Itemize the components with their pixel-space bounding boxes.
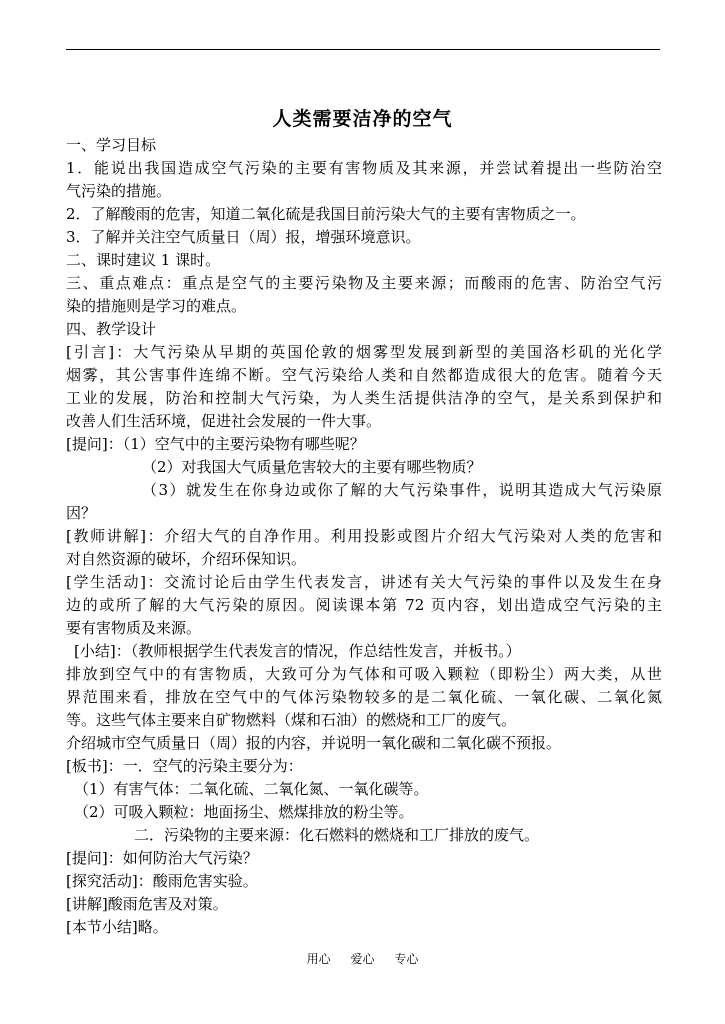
section-heading-focus: 三、重点难点：重点是空气的主要污染物及主要来源；而酸雨的危害、防治空气污 — [66, 274, 662, 292]
text-line: 3．了解并关注空气质量日（周）报，增强环境意识。 — [66, 228, 421, 246]
text-line: [学生活动]：交流讨论后由学生代表发言，讲述有关大气污染的事件以及发生在身 — [66, 573, 662, 591]
text-line: [探究活动]：酸雨危害实验。 — [66, 872, 258, 890]
board-line: （1）有害气体：二氧化硫、二氧化氮、一氧化碳等。 — [74, 780, 429, 798]
text-line: 介绍城市空气质量日（周）报的内容，并说明一氧化碳和二氧化碳不预报。 — [66, 734, 562, 752]
text-line: 边的或所了解的大气污染的原因。阅读课本第 72 页内容，划出造成空气污染的主 — [66, 596, 662, 614]
text-line: 因？ — [66, 504, 97, 522]
text-line: 排放到空气中的有害物质，大致可分为气体和可吸入颗粒（即粉尘）两大类，从世 — [66, 665, 662, 683]
footer-item: 用心 — [306, 952, 331, 966]
text-line: 烟雾，其公害事件连绵不断。空气污染给人类和自然都造成很大的危害。随着今天 — [66, 366, 662, 384]
text-line: 等。这些气体主要来自矿物燃料（煤和石油）的燃烧和工厂的废气。 — [66, 711, 517, 729]
section-heading-goals: 一、学习目标 — [66, 136, 157, 154]
text-line: 1．能说出我国造成空气污染的主要有害物质及其来源，并尝试着提出一些防治空 — [66, 159, 662, 177]
document-title: 人类需要洁净的空气 — [272, 108, 453, 130]
text-line: [本节小结]略。 — [66, 918, 168, 936]
question-line: （3）就发生在你身边或你了解的大气污染事件，说明其造成大气污染原 — [142, 481, 662, 499]
text-line: 要有害物质及来源。 — [66, 619, 202, 637]
question-line: （2）对我国大气质量危害较大的主要有哪些物质？ — [142, 458, 482, 476]
document-body — [66, 134, 662, 939]
text-line: 界范围来看，排放在空气中的气体污染物较多的是二氧化硫、一氧化碳、二氧化氮 — [66, 688, 662, 706]
text-line: 工业的发展，防治和控制大气污染，为人类生活提供洁净的空气，是关系到保护和 — [66, 389, 662, 407]
text-line: 改善人们生活环境，促进社会发展的一件大事。 — [66, 412, 382, 430]
text-line: [引言]：大气污染从早期的英国伦敦的烟雾型发展到新型的美国洛杉矶的光化学 — [66, 343, 662, 361]
text-line: [小结]：（教师根据学生代表发言的情况，作总结性发言，并板书。） — [74, 642, 521, 660]
text-line: [教师讲解]：介绍大气的自净作用。利用投影或图片介绍大气污染对人类的危害和 — [66, 527, 662, 545]
board-line: 二．污染物的主要来源：化石燃料的燃烧和工厂排放的废气。 — [134, 826, 540, 844]
question-line: [提问]：（1）空气中的主要污染物有哪些呢？ — [66, 435, 365, 453]
text-line: [讲解]酸雨危害及对策。 — [66, 895, 228, 913]
page-footer — [0, 950, 725, 967]
text-line: 气污染的措施。 — [66, 182, 172, 200]
section-heading-hours: 二、课时建议 1 课时。 — [66, 251, 221, 269]
board-line: [板书]：一．空气的污染主要分为： — [66, 757, 303, 775]
section-heading-design: 四、教学设计 — [66, 320, 157, 338]
board-line: （2）可吸入颗粒：地面扬尘、燃煤排放的粉尘等。 — [74, 803, 414, 821]
footer-item: 爱心 — [350, 952, 375, 966]
text-line: 2．了解酸雨的危害，知道二氧化硫是我国目前污染大气的主要有害物质之一。 — [66, 205, 586, 223]
header-rule — [66, 49, 660, 50]
text-line: 染的措施则是学习的难点。 — [66, 297, 247, 315]
footer-item: 专心 — [394, 952, 419, 966]
text-line: 对自然资源的破坏，介绍环保知识。 — [66, 550, 307, 568]
text-line: [提问]：如何防治大气污染？ — [66, 849, 258, 867]
